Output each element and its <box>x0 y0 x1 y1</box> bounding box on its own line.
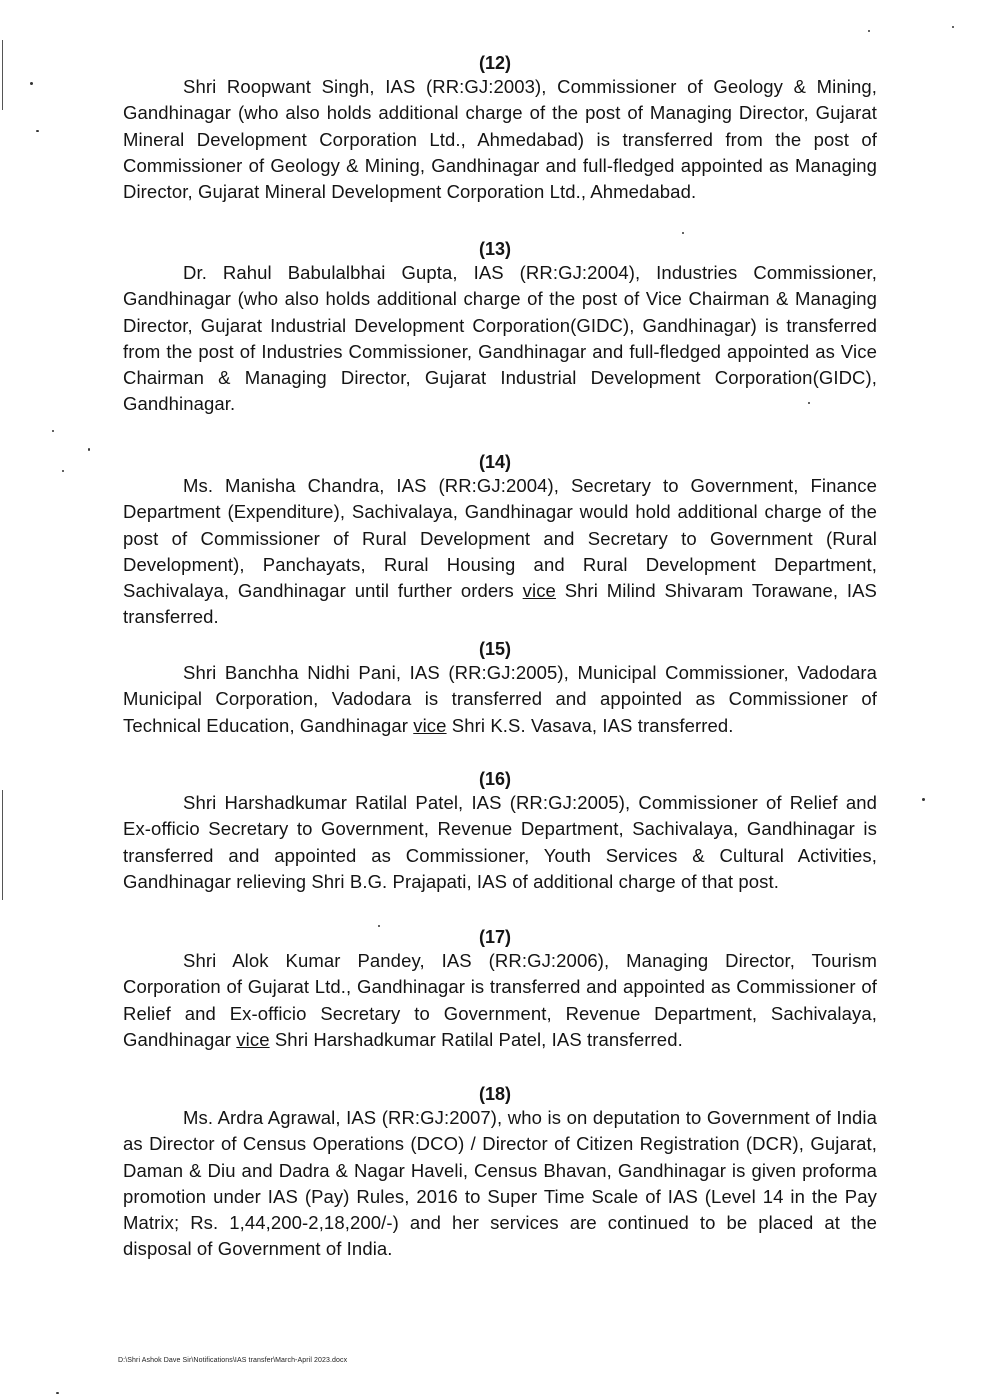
section-paragraph: Dr. Rahul Babulalbhai Gupta, IAS (RR:GJ:2004), Industries Commissioner, Gandhinagar (who also holds additional charge of the post of Vice Chairman & Managing Director, Gujarat Industrial Development Corporation(GIDC), Gandhinagar) is transferred from the post of Industries Commissioner, Gandhinagar and full-fledged appointed as Vice Chairman & Managing Director, Gujarat Industrial Development Corporation(GIDC), Gandhinagar. <box>123 262 877 415</box>
scan-speck <box>36 130 39 132</box>
section-paragraph: Shri Harshadkumar Ratilal Patel, IAS (RR:GJ:2005), Commissioner of Relief and Ex-officio Secretary to Government, Revenue Department, Sachivalaya, Gandhinagar is transferred and appointed as Commissioner, Youth Services & Cultural Activities, Gandhinagar relieving Shri B.G. Prajapati, IAS of additional charge of that post. <box>123 792 877 892</box>
scan-speck <box>52 430 54 432</box>
scan-speck <box>56 1392 59 1394</box>
vice-underlined: vice <box>236 1028 270 1050</box>
section-paragraph: Shri Banchha Nidhi Pani, IAS (RR:GJ:2005), Municipal Commissioner, Vadodara Municipal Corporation, Vadodara is transferred and appointed as Commissioner of Technical Education, Gandhinagar vice Shri K.S. Vasava, IAS transferred. <box>123 662 877 736</box>
section-paragraph: Ms. Manisha Chandra, IAS (RR:GJ:2004), Secretary to Government, Finance Department (Expenditure), Sachivalaya, Gandhinagar would hold additional charge of the post of Commissioner of Rural Development and Secretary to Government (Rural Development), Panchayats, Rural Housing and Rural Development Department, Sachivalaya, Gandhinagar until further orders vice Shri Milind Shivaram Torawane, IAS transferred. <box>123 475 877 628</box>
section-number: (12) <box>478 53 511 73</box>
scan-speck <box>868 30 870 32</box>
section-number: (15) <box>478 639 511 659</box>
scan-speck <box>682 232 684 234</box>
scan-speck <box>378 925 380 927</box>
section-number: (14) <box>478 452 511 472</box>
order-section-13 <box>123 238 877 418</box>
section-paragraph: Ms. Ardra Agrawal, IAS (RR:GJ:2007), who is on deputation to Government of India as Director of Census Operations (DCO) / Director of Citizen Registration (DCR), Gujarat, Daman & Diu and Dadra & Nagar Haveli, Census Bhavan, Gandhinagar is given proforma promotion under IAS (Pay) Rules, 2016 to Super Time Scale of IAS (Level 14 in the Pay Matrix; Rs. 1,44,200-2,18,200/-) and her services are continued to be placed at the disposal of Government of India. <box>123 1107 877 1260</box>
scan-edge-mark <box>2 40 3 110</box>
section-number: (17) <box>478 927 511 947</box>
order-section-12 <box>123 52 877 205</box>
order-section-18 <box>123 1083 877 1263</box>
section-paragraph: Shri Roopwant Singh, IAS (RR:GJ:2003), Commissioner of Geology & Mining, Gandhinagar (who also holds additional charge of the post of Managing Director, Gujarat Mineral Development Corporation Ltd., Ahmedabad) is transferred from the post of Commissioner of Geology & Mining, Gandhinagar and full-fledged appointed as Managing Director, Gujarat Mineral Development Corporation Ltd., Ahmedabad. <box>123 76 877 203</box>
scan-speck <box>30 82 33 85</box>
section-number: (18) <box>478 1084 511 1104</box>
scan-speck <box>922 798 925 801</box>
scan-speck <box>808 402 810 404</box>
scan-speck <box>952 26 954 28</box>
order-section-15 <box>123 638 877 739</box>
scan-speck <box>62 470 64 472</box>
scan-speck <box>88 448 90 451</box>
vice-underlined: vice <box>413 714 447 736</box>
scan-edge-mark <box>2 790 3 900</box>
vice-underlined: vice <box>522 580 556 602</box>
order-section-17 <box>123 926 877 1053</box>
section-paragraph: Shri Alok Kumar Pandey, IAS (RR:GJ:2006), Managing Director, Tourism Corporation of Gujarat Ltd., Gandhinagar is transferred and appointed as Commissioner of Relief and Ex-officio Secretary to Government, Revenue Department, Sachivalaya, Gandhinagar vice Shri Harshadkumar Ratilal Patel, IAS transferred. <box>123 950 877 1050</box>
order-section-16 <box>123 768 877 895</box>
section-number: (16) <box>478 769 511 789</box>
section-number: (13) <box>478 239 511 259</box>
footer-file-path: D:\Shri Ashok Dave Sir\Notifications\IAS transfer\March-April 2023.docx <box>118 1357 348 1364</box>
order-section-14 <box>123 451 877 631</box>
